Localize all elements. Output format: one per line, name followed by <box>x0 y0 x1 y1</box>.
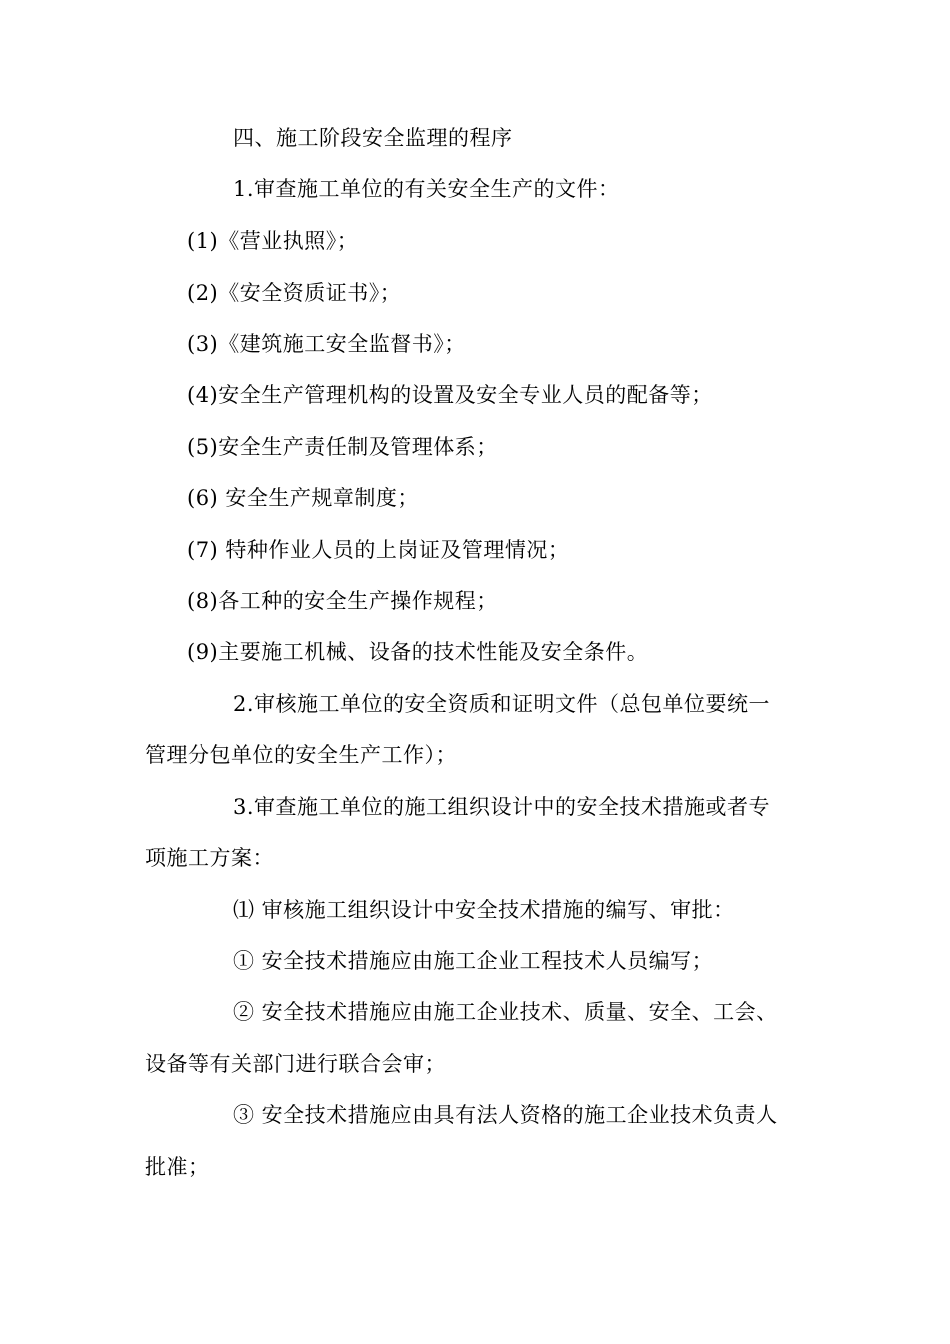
subitem-4: (4)安全生产管理机构的设置及安全专业人员的配备等； <box>187 383 713 407</box>
subitem-1: (1)《营业执照》； <box>187 229 359 253</box>
subitem-2: (2)《安全资质证书》； <box>187 281 402 305</box>
circled-item-2-line-1: ② 安全技术措施应由施工企业技术、质量、安全、工会、 <box>233 1000 778 1024</box>
circled-item-1: ① 安全技术措施应由施工企业工程技术人员编写； <box>233 949 714 973</box>
subitem-6: (6) 安全生产规章制度； <box>187 486 419 510</box>
item-2-line-1: 2.审核施工单位的安全资质和证明文件（总包单位要统一 <box>233 692 771 716</box>
section-heading: 四、施工阶段安全监理的程序 <box>233 126 513 150</box>
subitem-5: (5)安全生产责任制及管理体系； <box>187 435 498 459</box>
item-3-line-2: 项施工方案： <box>145 846 274 870</box>
item-3-line-1: 3.审查施工单位的施工组织设计中的安全技术措施或者专 <box>233 795 771 819</box>
item-2-line-2: 管理分包单位的安全生产工作）； <box>145 743 457 767</box>
circled-item-3-line-2: 批准； <box>145 1155 210 1179</box>
subitem-8: (8)各工种的安全生产操作规程； <box>187 589 498 613</box>
subitem-9: (9)主要施工机械、设备的技术性能及安全条件。 <box>187 640 649 664</box>
item-1-title: 1.审查施工单位的有关安全生产的文件： <box>233 177 620 201</box>
circled-item-3-line-1: ③ 安全技术措施应由具有法人资格的施工企业技术负责人 <box>233 1103 778 1127</box>
item-3-subitem-1: ⑴ 审核施工组织设计中安全技术措施的编写、审批： <box>233 898 735 922</box>
circled-item-2-line-2: 设备等有关部门进行联合会审； <box>145 1052 446 1076</box>
subitem-7: (7) 特种作业人员的上岗证及管理情况； <box>187 538 570 562</box>
subitem-3: (3)《建筑施工安全监督书》； <box>187 332 466 356</box>
